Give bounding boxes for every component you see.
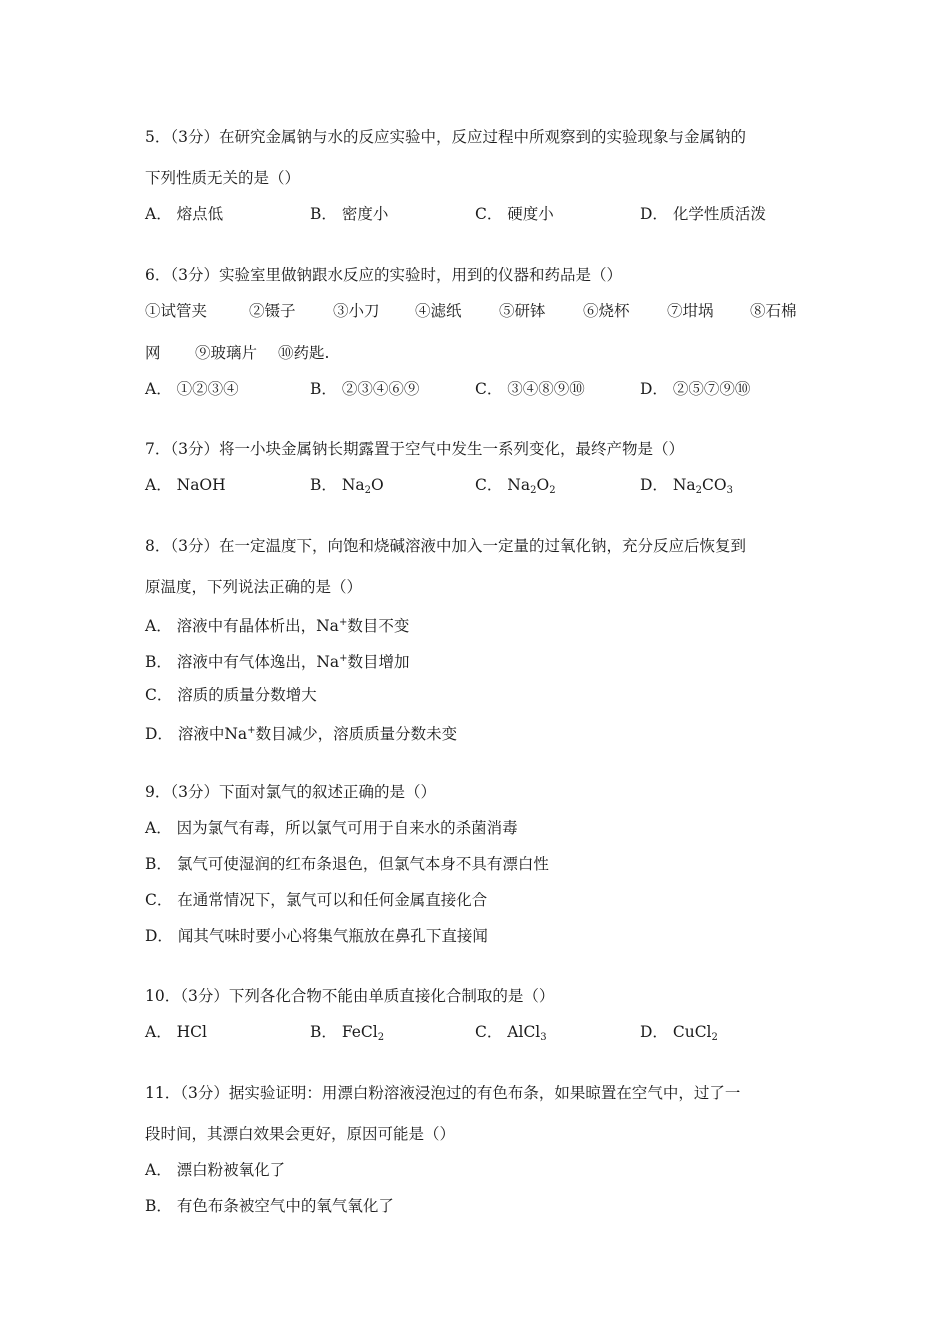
q9-option-a: A． 因为氯气有毒，所以氯气可用于自来水的杀菌消毒: [145, 819, 518, 837]
q6-item: ②镊子: [249, 302, 296, 320]
q7-option-b: [310, 475, 384, 501]
q8-stem-line1: 8．（3分）在一定温度下，向饱和烧碱溶液中加入一定量的过氧化钠，充分反应后恢复到: [145, 537, 746, 555]
formula: NaOH: [176, 476, 226, 494]
formula: Na: [672, 476, 696, 494]
q5-option-c: C． 硬度小: [475, 205, 554, 223]
option-text: 数目减少，溶质质量分数未变: [255, 725, 458, 743]
q11-option-b: B． 有色布条被空气中的氧气氧化了: [145, 1197, 394, 1215]
formula: O: [536, 476, 550, 494]
formula-subscript: 3: [726, 485, 733, 496]
q8-option-c: C． 溶质的质量分数增大: [145, 686, 317, 704]
formula-subscript: 2: [530, 485, 537, 496]
q6-item: ⑩药匙.: [278, 344, 330, 362]
q10-option-b: [310, 1022, 384, 1048]
formula: Na: [507, 476, 531, 494]
option-text: 数目不变: [347, 617, 410, 635]
q7-option-a: [145, 475, 226, 495]
option-prefix: C．: [475, 1023, 508, 1041]
option-prefix: C．: [475, 476, 508, 494]
q6-item: ⑨玻璃片: [195, 344, 258, 362]
formula-subscript: 2: [549, 485, 556, 496]
ion-charge: +: [247, 725, 256, 736]
q9-option-c: C． 在通常情况下，氯气可以和任何金属直接化合: [145, 891, 488, 909]
formula-subscript: 2: [377, 1032, 385, 1043]
q5-option-b: B． 密度小: [310, 205, 389, 223]
q6-item: ⑧石棉: [750, 302, 797, 320]
q9-stem: 9．（3分）下面对氯气的叙述正确的是（）: [145, 783, 436, 801]
q7-stem: 7．（3分）将一小块金属钠长期露置于空气中发生一系列变化，最终产物是（）: [145, 440, 684, 458]
q10-option-d: [640, 1022, 718, 1048]
ion-charge: +: [338, 617, 348, 628]
q6-option-b: B． ②③④⑥⑨: [310, 380, 420, 398]
q11-stem-line1: 11．（3分）据实验证明：用漂白粉溶液浸泡过的有色布条，如果晾置在空气中，过了一: [145, 1084, 741, 1102]
formula: AlCl: [507, 1023, 541, 1041]
formula-subscript: 2: [695, 485, 703, 496]
option-prefix: B．: [310, 476, 342, 494]
q9-option-b: B． 氯气可使湿润的红布条退色，但氯气本身不具有漂白性: [145, 855, 549, 873]
option-text: 数目增加: [347, 653, 410, 671]
q6-item: ⑤研钵: [499, 302, 546, 320]
formula: O: [371, 476, 384, 494]
option-prefix: B．: [310, 1023, 342, 1041]
q6-item: ①试管夹: [145, 302, 208, 320]
formula: HCl: [176, 1023, 207, 1041]
formula-subscript: 3: [540, 1032, 547, 1043]
formula: CO: [702, 476, 727, 494]
option-text: A． 溶液中有晶体析出，Na: [145, 617, 339, 635]
q6-item: ④滤纸: [415, 302, 462, 320]
q6-item: 网: [145, 344, 161, 362]
formula: FeCl: [341, 1023, 378, 1041]
q11-stem-line2: 段时间，其漂白效果会更好，原因可能是（）: [145, 1125, 456, 1143]
q5-stem-line2: 下列性质无关的是（）: [145, 169, 301, 187]
q10-option-a: [145, 1022, 207, 1042]
option-text: D． 溶液中Na: [145, 725, 248, 743]
formula-subscript: 2: [711, 1032, 718, 1043]
ion-charge: +: [339, 653, 348, 664]
q8-option-b: [145, 649, 410, 672]
option-prefix: A．: [145, 1023, 177, 1041]
q6-stem: 6．（3分）实验室里做钠跟水反应的实验时，用到的仪器和药品是（）: [145, 266, 622, 284]
q9-option-d: D． 闻其气味时要小心将集气瓶放在鼻孔下直接闻: [145, 927, 488, 945]
option-text: B． 溶液中有气体逸出，Na: [145, 653, 340, 671]
option-prefix: A．: [145, 476, 177, 494]
formula: Na: [341, 476, 365, 494]
option-prefix: D．: [640, 476, 673, 494]
q11-option-a: A． 漂白粉被氧化了: [145, 1161, 286, 1179]
q7-option-c: [475, 475, 556, 501]
q6-option-d: D． ②⑤⑦⑨⑩: [640, 380, 751, 398]
q6-option-a: A． ①②③④: [145, 380, 239, 398]
q5-option-a: A． 熔点低: [145, 205, 224, 223]
q6-item: ⑥烧杯: [583, 302, 630, 320]
q8-option-d: [145, 721, 457, 744]
formula-subscript: 2: [364, 485, 372, 496]
q8-option-a: [145, 613, 409, 636]
q6-item: ③小刀: [333, 302, 380, 320]
q6-option-c: C． ③④⑧⑨⑩: [475, 380, 585, 398]
option-prefix: D．: [640, 1023, 673, 1041]
q10-option-c: [475, 1022, 547, 1048]
q5-option-d: D． 化学性质活泼: [640, 205, 766, 223]
q8-stem-line2: 原温度，下列说法正确的是（）: [145, 578, 363, 596]
q6-item: ⑦坩埚: [667, 302, 714, 320]
q10-stem: 10．（3分）下列各化合物不能由单质直接化合制取的是（）: [145, 987, 555, 1005]
formula: CuCl: [672, 1023, 712, 1041]
q7-option-d: [640, 475, 733, 501]
q5-stem-line1: 5．（3分）在研究金属钠与水的反应实验中，反应过程中所观察到的实验现象与金属钠的: [145, 128, 746, 146]
